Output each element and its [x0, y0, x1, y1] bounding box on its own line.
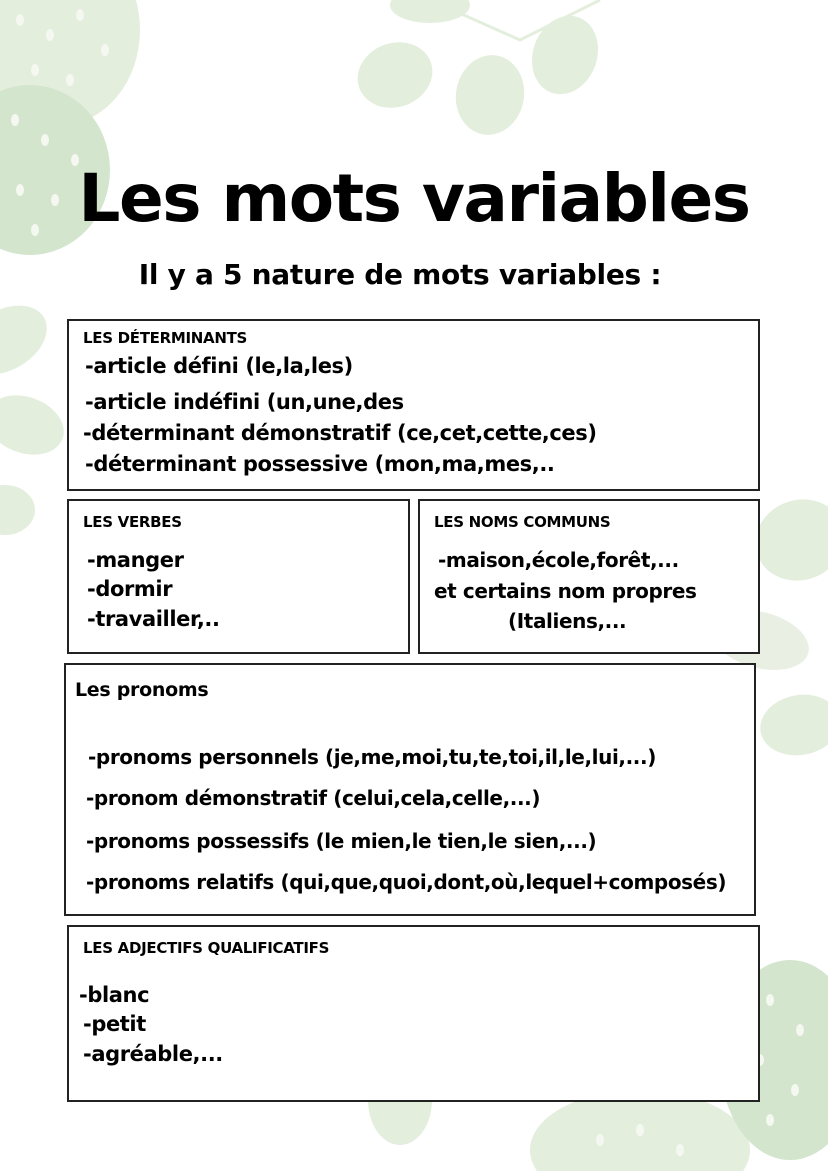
- determinants-heading: LES DÉTERMINANTS: [83, 329, 248, 347]
- determinants-box: [67, 319, 760, 491]
- determinants-line: -déterminant démonstratif (ce,cet,cette,ces): [83, 421, 597, 445]
- noms-communs-line: (Italiens,...: [508, 609, 627, 633]
- top-branch-leaves-icon: [348, 0, 608, 140]
- verbes-line: -travailler,..: [87, 607, 220, 631]
- adjectifs-line: -petit: [83, 1012, 146, 1036]
- verbes-line: -manger: [87, 548, 184, 572]
- verbes-heading: LES VERBES: [83, 513, 182, 531]
- adjectifs-heading: LES ADJECTIFS QUALIFICATIFS: [83, 939, 330, 957]
- noms-communs-box: [418, 499, 760, 654]
- page-subtitle: Il y a 5 nature de mots variables :: [138, 258, 662, 291]
- left-leaves-icon: [0, 292, 72, 535]
- noms-communs-line: et certains nom propres: [434, 579, 697, 603]
- determinants-line: -déterminant possessive (mon,ma,mes,..: [85, 452, 555, 476]
- pronoms-heading: Les pronoms: [75, 679, 209, 701]
- pronoms-box: [64, 663, 756, 916]
- determinants-line: -article indéfini (un,une,des: [85, 390, 404, 414]
- noms-communs-heading: LES NOMS COMMUNS: [434, 513, 611, 531]
- pronoms-line: -pronoms relatifs (qui,que,quoi,dont,où,lequel+composés): [86, 870, 727, 894]
- determinants-line: -article défini (le,la,les): [85, 354, 353, 378]
- verbes-box: [67, 499, 410, 654]
- noms-communs-line: -maison,école,forêt,...: [438, 548, 679, 572]
- pronoms-line: -pronoms possessifs (le mien,le tien,le sien,...): [86, 829, 597, 853]
- page-title: Les mots variables: [78, 160, 750, 237]
- adjectifs-box: [67, 925, 760, 1102]
- pronoms-line: -pronoms personnels (je,me,moi,tu,te,toi,il,le,lui,...): [88, 745, 656, 769]
- pronoms-line: -pronom démonstratif (celui,cela,celle,...): [86, 786, 541, 810]
- adjectifs-line: -blanc: [79, 983, 150, 1007]
- verbes-line: -dormir: [87, 577, 173, 601]
- adjectifs-line: -agréable,...: [83, 1042, 223, 1066]
